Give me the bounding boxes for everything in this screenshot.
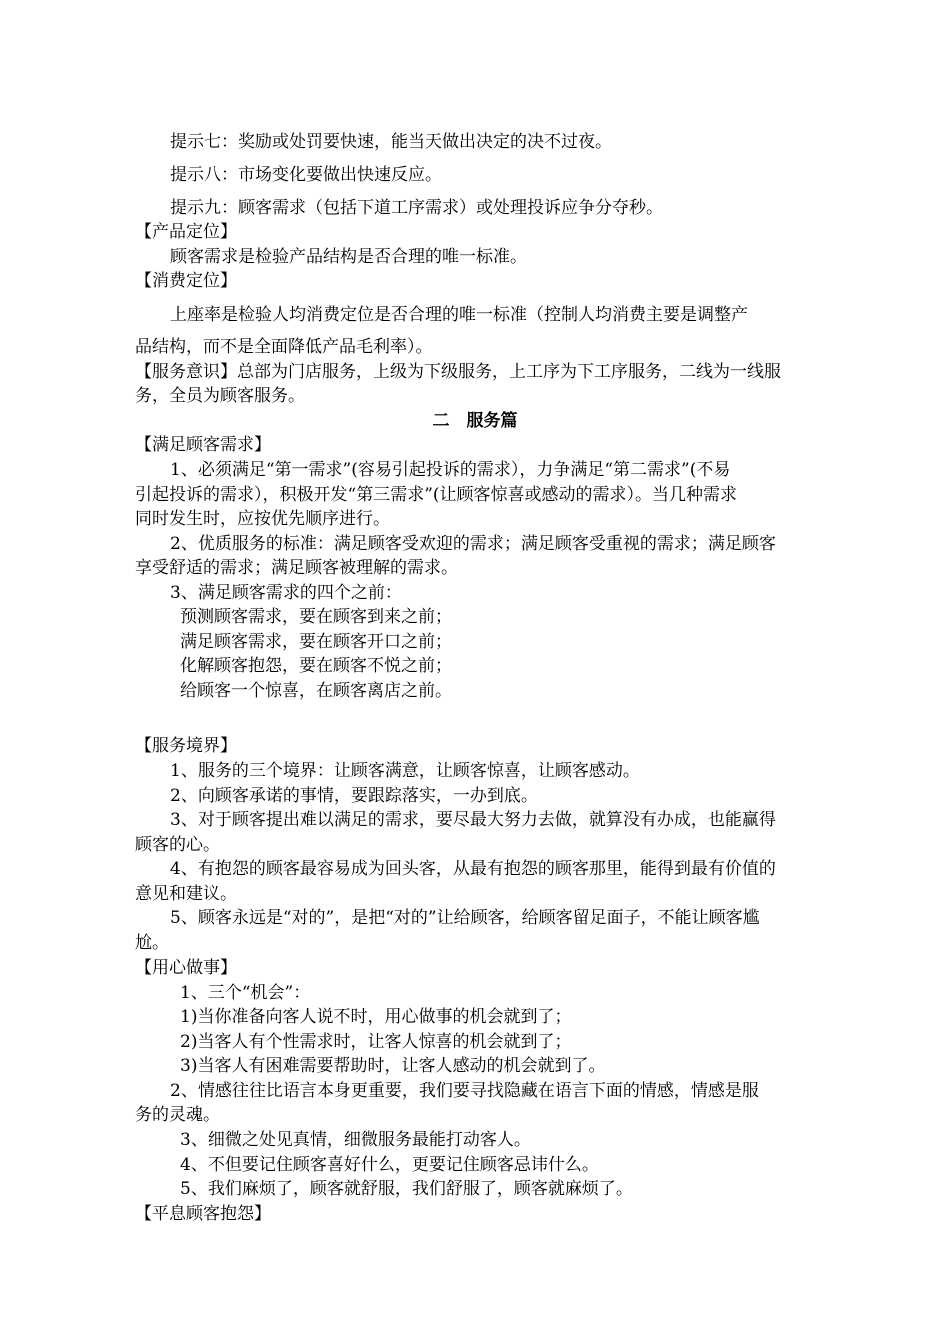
- text-line: 2、优质服务的标准：满足顾客受欢迎的需求；满足顾客受重视的需求；满足顾客: [170, 534, 776, 554]
- text-line: 3)当客人有困难需要帮助时，让客人感动的机会就到了。: [180, 1056, 606, 1076]
- text-line: 满足顾客需求，要在顾客开口之前；: [180, 632, 452, 652]
- text-line: 【服务意识】总部为门店服务，上级为下级服务，上工序为下工序服务，二线为一线服: [135, 362, 781, 382]
- text-line: 尬。: [135, 933, 169, 953]
- text-line: 意见和建议。: [135, 884, 237, 904]
- text-line: 提示七：奖励或处罚要快速，能当天做出决定的决不过夜。: [170, 132, 612, 152]
- text-line: 1、必须满足“第一需求”(容易引起投诉的需求），力争满足“第二需求”(不易: [170, 460, 731, 480]
- text-line: 预测顾客需求，要在顾客到来之前；: [180, 607, 452, 627]
- text-line: 1、服务的三个境界：让顾客满意，让顾客惊喜，让顾客感动。: [170, 761, 640, 781]
- chapter-title: 二 服务篇: [432, 411, 518, 431]
- text-line: 引起投诉的需求），积极开发“第三需求”(让顾客惊喜或感动的需求）。当几种需求: [135, 485, 738, 505]
- text-line: 2、向顾客承诺的事情，要跟踪落实，一办到底。: [170, 786, 538, 806]
- text-line: 给顾客一个惊喜，在顾客离店之前。: [180, 681, 452, 701]
- text-line: 同时发生时，应按优先顺序进行。: [135, 509, 390, 529]
- text-line: 4、有抱怨的顾客最容易成为回头客，从最有抱怨的顾客那里，能得到最有价值的: [170, 859, 776, 879]
- text-line: 5、顾客永远是“对的”，是把“对的”让给顾客，给顾客留足面子，不能让顾客尴: [170, 908, 760, 928]
- text-line: 3、细微之处见真情，细微服务最能打动客人。: [180, 1130, 531, 1150]
- section-heading: 【用心做事】: [135, 958, 237, 978]
- text-line: 1)当你准备向客人说不时，用心做事的机会就到了；: [180, 1007, 572, 1027]
- text-line: 顾客的心。: [135, 835, 220, 855]
- text-line: 享受舒适的需求；满足顾客被理解的需求。: [135, 558, 458, 578]
- text-line: 5、我们麻烦了，顾客就舒服，我们舒服了，顾客就麻烦了。: [180, 1179, 633, 1199]
- text-line: 提示九：顾客需求（包括下道工序需求）或处理投诉应争分夺秒。: [170, 198, 663, 218]
- section-heading: 【服务境界】: [135, 736, 237, 756]
- text-line: 2、情感往往比语言本身更重要，我们要寻找隐藏在语言下面的情感，情感是服: [170, 1081, 759, 1101]
- text-line: 1、三个“机会”：: [180, 983, 311, 1003]
- text-line: 4、不但要记住顾客喜好什么，更要记住顾客忌讳什么。: [180, 1155, 599, 1175]
- section-heading: 【满足顾客需求】: [135, 435, 271, 455]
- text-line: 3、满足顾客需求的四个之前：: [170, 583, 402, 603]
- text-line: 提示八：市场变化要做出快速反应。: [170, 165, 442, 185]
- text-line: 上座率是检验人均消费定位是否合理的唯一标准（控制人均消费主要是调整产: [170, 305, 748, 325]
- text-line: 2)当客人有个性需求时，让客人惊喜的机会就到了；: [180, 1032, 572, 1052]
- text-line: 3、对于顾客提出难以满足的需求，要尽最大努力去做，就算没有办成，也能赢得: [170, 810, 776, 830]
- section-heading: 【消费定位】: [135, 271, 237, 291]
- text-line: 务的灵魂。: [135, 1105, 220, 1125]
- text-line: 务，全员为顾客服务。: [135, 386, 305, 406]
- text-line: 品结构，而不是全面降低产品毛利率）。: [135, 337, 433, 357]
- section-heading: 【产品定位】: [135, 222, 237, 242]
- text-line: 化解顾客抱怨，要在顾客不悦之前；: [180, 656, 452, 676]
- section-heading: 【平息顾客抱怨】: [135, 1204, 271, 1224]
- text-line: 顾客需求是检验产品结构是否合理的唯一标准。: [170, 247, 527, 267]
